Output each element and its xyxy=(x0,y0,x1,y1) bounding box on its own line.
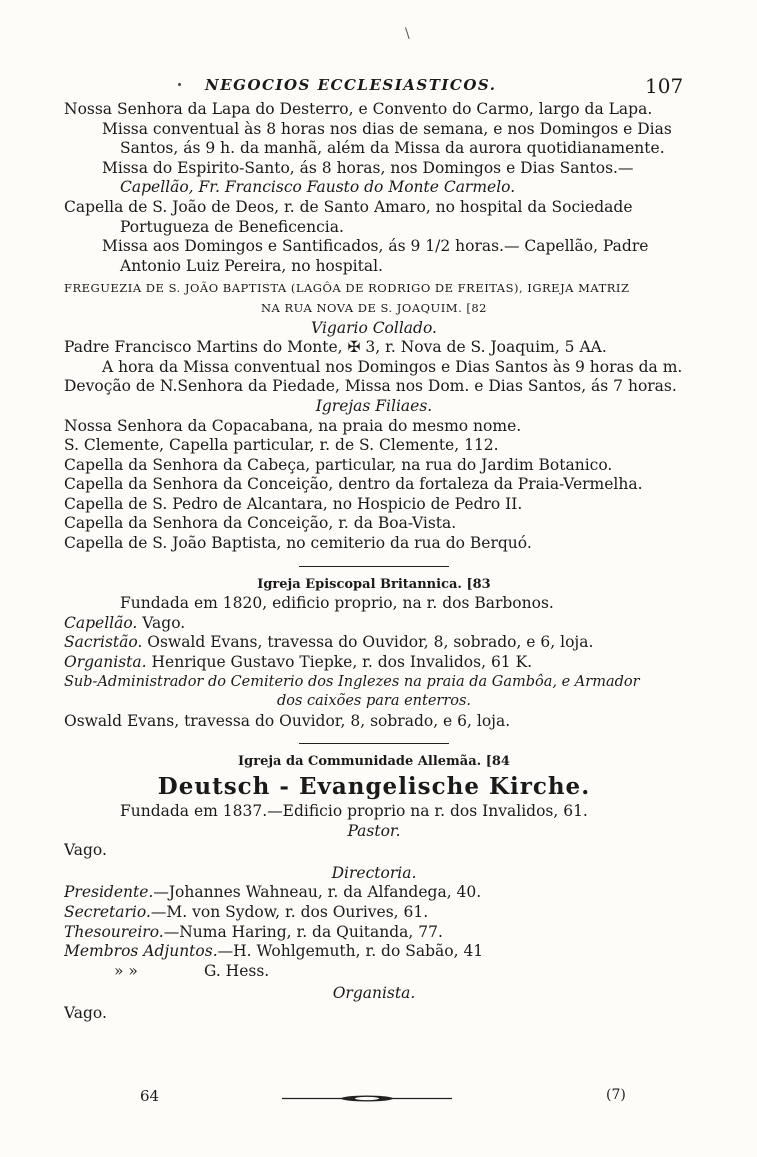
sacristao-label: Sacristão. xyxy=(64,633,143,652)
directoria-row xyxy=(64,923,684,943)
sub-admin-name: Oswald Evans, travessa do Ouvidor, 8, sobrado, e 6, loja. xyxy=(64,711,511,730)
page-header xyxy=(0,74,757,100)
list-item: Capella da Senhora da Conceição, r. da Boa-Vista. xyxy=(64,514,457,533)
pastor-value: Vago. xyxy=(64,841,107,860)
organista-value: Henrique Gustavo Tiepke, r. dos Invalidos, 61 K. xyxy=(151,653,533,672)
text-line: Padre Francisco Martins do Monte, ✠ 3, r. Nova de S. Joaquim, 5 AA. xyxy=(64,338,607,357)
page-number: 107 xyxy=(645,74,684,98)
list-item: Capella de S. Pedro de Alcantara, no Hospicio de Pedro II. xyxy=(64,494,523,513)
organista-value: Vago. xyxy=(64,1003,107,1022)
text-line: Missa do Espirito-Santo, ás 8 horas, nos Domingos e Dias Santos.— xyxy=(102,158,634,177)
text-line: A hora da Missa conventual nos Domingos e Dias Santos às 9 horas da m. xyxy=(102,357,683,376)
running-title: NEGOCIOS ECCLESIASTICOS. xyxy=(205,76,497,94)
pastor-heading: Pastor. xyxy=(347,821,401,840)
text-line: Nossa Senhora da Lapa do Desterro, e Convento do Carmo, largo da Lapa. xyxy=(64,100,653,118)
britannica-founded: Fundada em 1820, edificio proprio, na r. dos Barbonos. xyxy=(120,594,554,613)
directoria-heading: Directoria. xyxy=(331,863,417,882)
section-divider xyxy=(299,566,449,567)
directoria-value: —M. von Sydow, r. dos Ourives, 61. xyxy=(150,902,429,921)
directoria-row xyxy=(64,942,684,962)
filiaes-heading: Igrejas Filiaes. xyxy=(315,396,433,415)
allema-heading: Igreja da Communidade Allemãa. [84 xyxy=(238,754,510,770)
capellao-value: Vago. xyxy=(142,613,186,632)
directoria-row xyxy=(64,962,684,982)
directoria-label: Secretario. xyxy=(64,902,151,921)
directoria-value: —H. Wohlgemuth, r. do Sabão, 41 xyxy=(217,942,484,961)
vigario-heading: Vigario Collado. xyxy=(311,318,437,337)
text-line: Antonio Luiz Pereira, no hospital. xyxy=(120,256,383,275)
list-item: Capella da Senhora da Conceição, dentro da fortaleza da Praia-Vermelha. xyxy=(64,475,643,494)
directoria-value: —Numa Haring, r. da Quitanda, 77. xyxy=(163,922,443,941)
freguezia-heading-1: FREGUEZIA DE S. JOÃO BAPTISTA (LAGÔA DE RODRIGO DE FREITAS), IGREJA MATRIZ xyxy=(64,281,630,296)
allema-founded: Fundada em 1837.—Edificio proprio na r. dos Invalidos, 61. xyxy=(120,802,588,820)
gathering-mark: (7) xyxy=(606,1087,626,1103)
list-item: Capella de S. João Baptista, no cemiterio da rua do Berquó. xyxy=(64,534,532,553)
ornament-rule-icon xyxy=(282,1095,452,1102)
organista-label: Organista. xyxy=(64,653,147,672)
list-item: Nossa Senhora da Copacabana, na praia do mesmo nome. xyxy=(64,416,522,435)
directoria-value: —Johannes Wahneau, r. da Alfandega, 40. xyxy=(153,883,482,902)
text-line: Missa conventual às 8 horas nos dias de semana, e nos Domingos e Dias xyxy=(102,119,672,138)
organista-heading: Organista. xyxy=(332,984,416,1003)
directoria-label: Presidente. xyxy=(64,883,154,902)
text-line: Portugueza de Beneficencia. xyxy=(120,217,344,236)
text-line: Devoção de N.Senhora da Piedade, Missa nos Dom. e Dias Santos, ás 7 horas. xyxy=(64,377,677,396)
sub-admin-line-2: dos caixões para enterros. xyxy=(276,693,472,710)
stray-mark: \ xyxy=(405,26,410,42)
capellao-label: Capellão. xyxy=(64,613,138,632)
directoria-label: Thesoureiro. xyxy=(64,922,164,941)
gothic-title: Deutsch - Evangelische Kirche. xyxy=(157,773,591,800)
britannica-organista xyxy=(64,653,684,673)
directoria-value: G. Hess. xyxy=(204,961,270,980)
directoria-label: » » xyxy=(114,961,138,980)
directoria-row xyxy=(64,903,684,923)
list-item: S. Clemente, Capella particular, r. de S. Clemente, 112. xyxy=(64,436,499,455)
text-line: Capellão, Fr. Francisco Fausto do Monte Carmelo. xyxy=(120,178,516,197)
freguezia-heading-2: NA RUA NOVA DE S. JOAQUIM. [82 xyxy=(260,300,487,315)
text-line: Santos, ás 9 h. da manhã, além da Missa da aurora quotidianamente. xyxy=(120,139,665,158)
britannica-heading: Igreja Episcopal Britannica. [83 xyxy=(257,576,491,592)
britannica-sacristao xyxy=(64,633,684,653)
sub-admin-line-1: Sub-Administrador do Cemiterio dos Inglezes na praia da Gambôa, e Armador xyxy=(64,673,640,690)
britannica-capellao xyxy=(64,614,684,634)
text-line: Capella de S. João de Deos, r. de Santo Amaro, no hospital da Sociedade xyxy=(64,197,633,216)
sacristao-value: Oswald Evans, travessa do Ouvidor, 8, sobrado, e 6, loja. xyxy=(147,633,594,652)
directoria-label: Membros Adjuntos. xyxy=(64,942,218,961)
body-text xyxy=(64,100,684,1024)
page-footer xyxy=(0,1087,757,1111)
section-divider xyxy=(299,743,449,744)
list-item: Capella da Senhora da Cabeça, particular, na rua do Jardim Botanico. xyxy=(64,455,613,474)
signature-number: 64 xyxy=(140,1087,160,1105)
directoria-row xyxy=(64,883,684,903)
text-line: Missa aos Domingos e Santificados, ás 9 1/2 horas.— Capellão, Padre xyxy=(102,237,649,256)
